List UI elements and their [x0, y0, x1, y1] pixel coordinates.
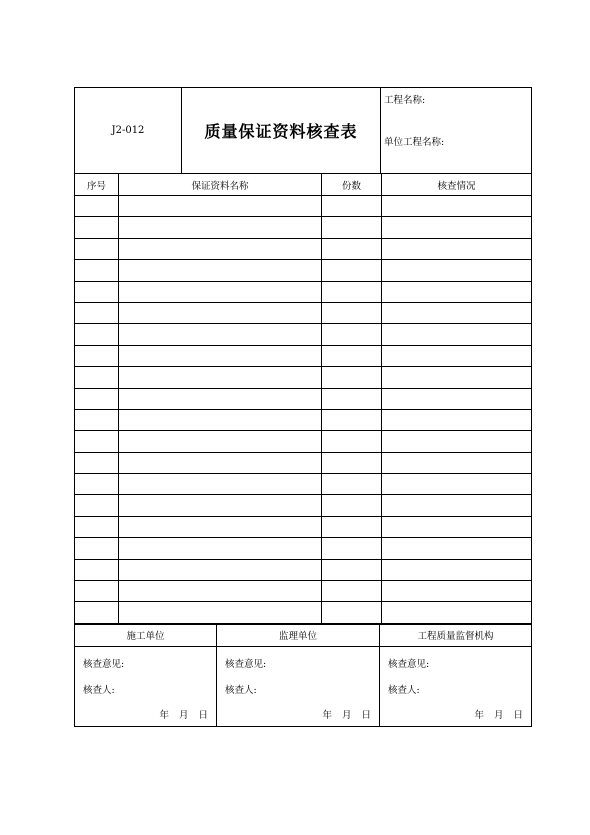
seq-cell[interactable]	[75, 367, 119, 387]
check-status-cell[interactable]	[382, 538, 531, 558]
check-status-cell[interactable]	[382, 217, 531, 237]
signoff-cell-supervision	[217, 647, 380, 726]
reviewer-label: 核查人:	[83, 684, 115, 696]
check-status-cell[interactable]	[382, 282, 531, 302]
seq-cell[interactable]	[75, 260, 119, 280]
seq-cell[interactable]	[75, 538, 119, 558]
copies-cell[interactable]	[322, 474, 382, 494]
seq-cell[interactable]	[75, 196, 119, 216]
reviewer-label: 核查人:	[388, 684, 420, 696]
doc-name-cell[interactable]	[119, 346, 322, 366]
check-status-cell[interactable]	[382, 410, 531, 430]
check-status-cell[interactable]	[382, 367, 531, 387]
check-status-cell[interactable]	[382, 560, 531, 580]
doc-name-cell[interactable]	[119, 602, 322, 622]
copies-cell[interactable]	[322, 367, 382, 387]
seq-cell[interactable]	[75, 474, 119, 494]
copies-cell[interactable]	[322, 196, 382, 216]
project-info	[381, 88, 531, 173]
form-code: J2-012	[75, 88, 182, 173]
check-status-cell[interactable]	[382, 324, 531, 344]
table-row	[75, 431, 531, 452]
doc-name-cell[interactable]	[119, 217, 322, 237]
check-status-cell[interactable]	[382, 431, 531, 451]
doc-name-cell[interactable]	[119, 282, 322, 302]
check-status-cell[interactable]	[382, 453, 531, 473]
day-label: 日	[361, 709, 371, 721]
year-label: 年	[474, 709, 484, 721]
table-row	[75, 560, 531, 581]
seq-cell[interactable]	[75, 282, 119, 302]
copies-cell[interactable]	[322, 260, 382, 280]
day-label: 日	[513, 709, 523, 721]
copies-cell[interactable]	[322, 410, 382, 430]
table-row	[75, 196, 531, 217]
day-label: 日	[198, 709, 208, 721]
unit-project-name-label: 单位工程名称:	[384, 137, 445, 148]
col-doc-name-header: 保证资料名称	[119, 174, 322, 195]
month-label: 月	[493, 709, 504, 721]
doc-name-cell[interactable]	[119, 303, 322, 323]
copies-cell[interactable]	[322, 602, 382, 622]
doc-name-cell[interactable]	[119, 581, 322, 601]
form-header	[75, 88, 531, 174]
table-row	[75, 239, 531, 260]
table-row	[75, 324, 531, 345]
table-row	[75, 453, 531, 474]
doc-name-cell[interactable]	[119, 474, 322, 494]
seq-cell[interactable]	[75, 303, 119, 323]
copies-cell[interactable]	[322, 346, 382, 366]
check-status-cell[interactable]	[382, 389, 531, 409]
party-quality-supervision-agency: 工程质量监督机构	[417, 631, 494, 643]
date-line	[312, 707, 371, 721]
year-label: 年	[322, 709, 332, 721]
seq-cell[interactable]	[75, 431, 119, 451]
check-status-cell[interactable]	[382, 346, 531, 366]
seq-cell[interactable]	[75, 389, 119, 409]
doc-name-cell[interactable]	[119, 560, 322, 580]
signoff-cell-construction	[75, 647, 217, 726]
table-body	[75, 196, 531, 624]
copies-cell[interactable]	[322, 282, 382, 302]
signoff-body-row	[75, 647, 531, 726]
doc-name-cell[interactable]	[119, 410, 322, 430]
form-title: 质量保证资料核查表	[182, 88, 381, 173]
copies-cell[interactable]	[322, 453, 382, 473]
check-status-cell[interactable]	[382, 495, 531, 515]
check-status-cell[interactable]	[382, 303, 531, 323]
check-status-cell[interactable]	[382, 474, 531, 494]
copies-cell[interactable]	[322, 431, 382, 451]
party-construction-unit: 施工单位	[75, 625, 217, 646]
month-label: 月	[178, 709, 189, 721]
copies-cell[interactable]	[322, 303, 382, 323]
date-line	[149, 707, 208, 721]
table-row	[75, 367, 531, 388]
seq-cell[interactable]	[75, 602, 119, 622]
seq-cell[interactable]	[75, 217, 119, 237]
table-row	[75, 410, 531, 431]
seq-cell[interactable]	[75, 581, 119, 601]
copies-cell[interactable]	[322, 560, 382, 580]
doc-name-cell[interactable]	[119, 196, 322, 216]
table-row	[75, 538, 531, 559]
column-header-row	[75, 174, 531, 196]
month-label: 月	[341, 709, 352, 721]
table-row	[75, 474, 531, 495]
check-status-cell[interactable]	[382, 196, 531, 216]
check-status-cell[interactable]	[382, 602, 531, 622]
quality-assurance-form	[74, 87, 532, 727]
doc-name-cell[interactable]	[119, 495, 322, 515]
seq-cell[interactable]	[75, 239, 119, 259]
project-name-label: 工程名称:	[384, 95, 426, 106]
reviewer-label: 核查人:	[225, 684, 257, 696]
table-row	[75, 217, 531, 238]
opinion-label: 核查意见:	[83, 658, 125, 670]
doc-name-cell[interactable]	[119, 453, 322, 473]
doc-name-cell[interactable]	[119, 260, 322, 280]
col-check-status-header: 核查情况	[437, 180, 476, 192]
copies-cell[interactable]	[322, 538, 382, 558]
check-status-cell[interactable]	[382, 581, 531, 601]
seq-cell[interactable]	[75, 346, 119, 366]
col-copies-header: 份数	[322, 174, 382, 195]
table-row	[75, 282, 531, 303]
table-row	[75, 260, 531, 281]
doc-name-cell[interactable]	[119, 324, 322, 344]
table-row	[75, 517, 531, 538]
party-supervision-unit: 监理单位	[217, 625, 380, 646]
seq-cell[interactable]	[75, 410, 119, 430]
table-row	[75, 495, 531, 516]
year-label: 年	[159, 709, 169, 721]
copies-cell[interactable]	[322, 239, 382, 259]
table-row	[75, 346, 531, 367]
doc-name-cell[interactable]	[119, 389, 322, 409]
table-row	[75, 581, 531, 602]
doc-name-cell[interactable]	[119, 367, 322, 387]
copies-cell[interactable]	[322, 581, 382, 601]
col-seq-header: 序号	[75, 174, 119, 195]
seq-cell[interactable]	[75, 560, 119, 580]
table-row	[75, 303, 531, 324]
check-status-cell[interactable]	[382, 517, 531, 537]
copies-cell[interactable]	[322, 389, 382, 409]
doc-name-cell[interactable]	[119, 431, 322, 451]
copies-cell[interactable]	[322, 217, 382, 237]
signoff-cell-agency	[380, 647, 531, 726]
signoff-header-row	[75, 624, 531, 647]
seq-cell[interactable]	[75, 517, 119, 537]
table-row	[75, 602, 531, 623]
copies-cell[interactable]	[322, 324, 382, 344]
copies-cell[interactable]	[322, 495, 382, 515]
doc-name-cell[interactable]	[119, 517, 322, 537]
seq-cell[interactable]	[75, 324, 119, 344]
opinion-label: 核查意见:	[225, 658, 267, 670]
check-status-cell[interactable]	[382, 260, 531, 280]
seq-cell[interactable]	[75, 495, 119, 515]
doc-name-cell[interactable]	[119, 239, 322, 259]
opinion-label: 核查意见:	[388, 658, 430, 670]
seq-cell[interactable]	[75, 453, 119, 473]
date-line	[464, 707, 523, 721]
check-status-cell[interactable]	[382, 239, 531, 259]
table-row	[75, 389, 531, 410]
doc-name-cell[interactable]	[119, 538, 322, 558]
copies-cell[interactable]	[322, 517, 382, 537]
